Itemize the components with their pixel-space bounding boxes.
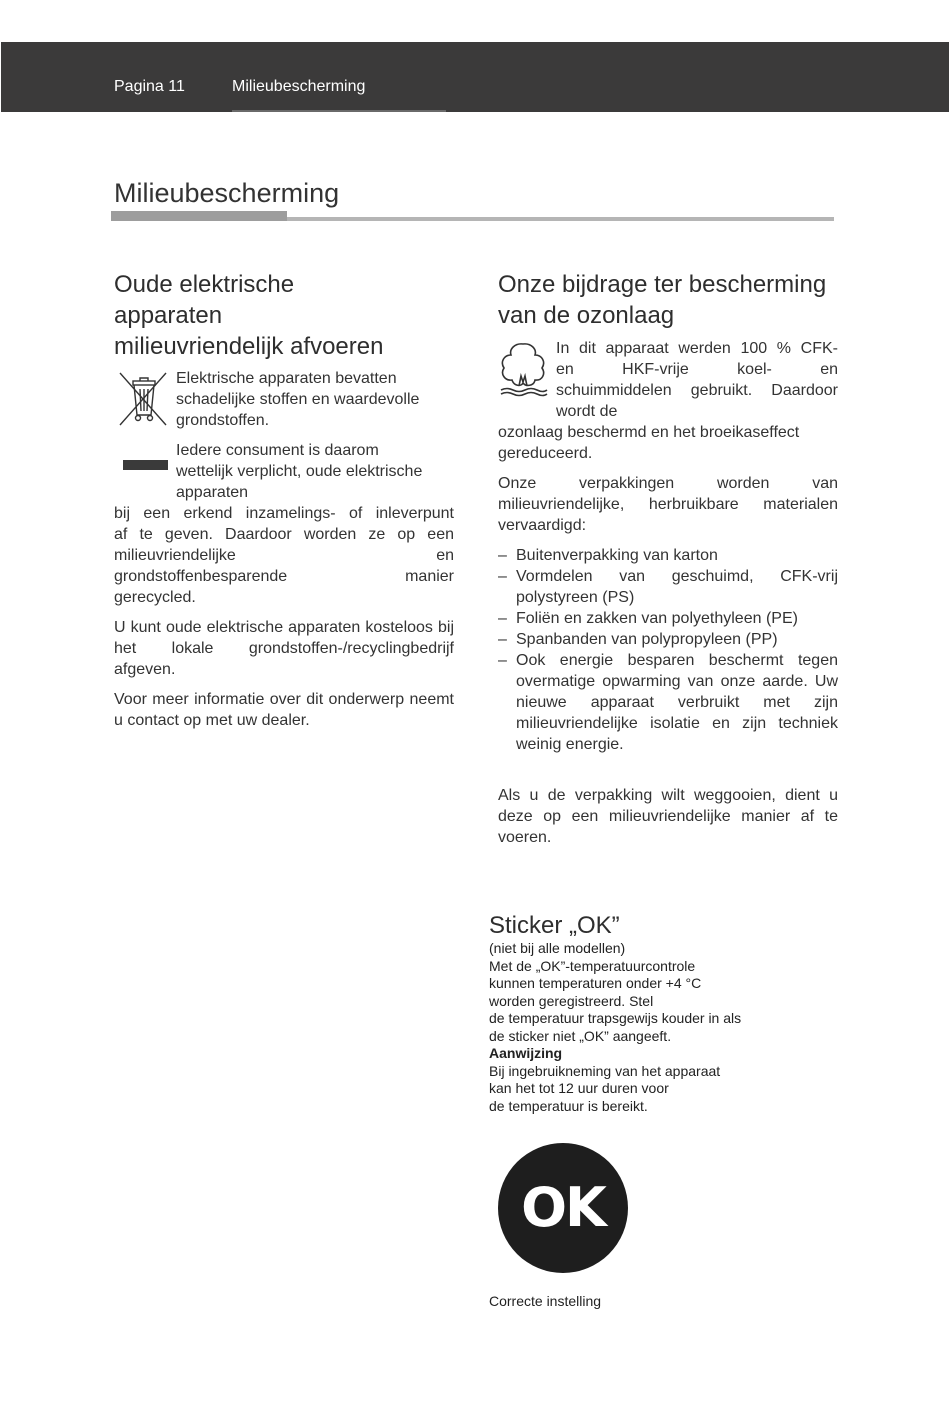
packaging-list (498, 545, 838, 755)
text-line: de sticker niet „OK” aangeeft. (489, 1027, 672, 1044)
header-section-label: Milieubescherming (232, 78, 366, 95)
text-line: wordt de (556, 403, 618, 420)
tree-icon (497, 340, 549, 398)
text-line: af te geven. Daardoor worden ze op een (114, 526, 454, 543)
left-heading-line: apparaten (114, 302, 223, 329)
text-line: wettelijk verplicht, oude elektrische (176, 463, 423, 480)
ok-caption: Correcte instelling (489, 1293, 602, 1309)
left-para2-indent (176, 440, 454, 503)
list-item: – Ook energie besparen beschermt tegen overmatige opwarming van onze aarde. Uw nieuwe apparaat verbruikt met zijn milieuvriendelijke isolatie en zijn techniek weinig energie. (498, 650, 838, 755)
left-para3: U kunt oude elektrische apparaten kosteloos bij het lokale grondstoffen-/recyclingbedrijf afgeven. (114, 619, 454, 678)
text-line: Iedere consument is daarom (176, 442, 379, 459)
text-line: grondstoffen. (176, 412, 270, 429)
list-item: – Foliën en zakken van polyethyleen (PE) (498, 608, 838, 629)
text-line: en HKF-vrije koel- en (556, 361, 838, 378)
text-line: Bij ingebruikneming van het apparaat (489, 1062, 721, 1079)
text-line: Met de „OK”-temperatuurcontrole (489, 957, 696, 974)
crossed-out-wheelie-bin-icon (118, 371, 168, 427)
text-line: bij een erkend inzamelings- of inleverpunt (114, 505, 454, 522)
left-column (114, 269, 454, 362)
list-item: – Spanbanden van polypropyleen (PP) (498, 629, 838, 650)
list-item: – Vormdelen van geschuimd, CFK-vrij polystyreen (PS) (498, 566, 838, 608)
right-intro-indent (556, 338, 838, 422)
left-para2-full (114, 503, 454, 608)
text-line: worden geregistreerd. Stel (489, 992, 654, 1009)
left-heading-line: milieuvriendelijk afvoeren (114, 333, 384, 360)
text-line: apparaten (176, 484, 249, 501)
text-line: grondstoffenbesparende manier (114, 568, 454, 585)
text-line: kunnen temperaturen onder +4 °C (489, 975, 702, 991)
text-line: (niet bij alle modellen) (489, 940, 626, 956)
text-line: schuimmiddelen gebruikt. Daardoor (556, 382, 838, 399)
ok-sticker-badge (498, 1143, 628, 1273)
header-underline (232, 110, 446, 112)
text-line: gerecycled. (114, 589, 196, 606)
left-heading-line: Oude elektrische (114, 271, 295, 298)
sticker-section (489, 910, 849, 941)
ok-badge-text: OK (521, 1176, 605, 1239)
text-line: de temperatuur trapsgewijs kouder in als (489, 1010, 742, 1026)
right-heading-line: van de ozonlaag (498, 302, 675, 329)
text-line: In dit apparaat werden 100 % CFK- (556, 340, 838, 357)
text-line: schadelijke stoffen en waardevolle (176, 391, 420, 408)
text-line: gereduceerd. (498, 445, 593, 462)
page-number-label: Pagina 11 (114, 78, 185, 95)
title-rule-accent (111, 211, 287, 221)
text-line: Elektrische apparaten bevatten (176, 370, 397, 387)
right-para3: Als u de verpakking wilt weggooien, dient u deze op een milieuvriendelijke manier af te voeren. (498, 787, 838, 846)
page-header-bar (1, 42, 949, 112)
sticker-heading: Sticker „OK” (489, 912, 620, 939)
black-bar-icon (123, 460, 168, 470)
text-line: de temperatuur is bereikt. (489, 1097, 648, 1114)
left-para1 (176, 368, 454, 431)
right-intro-full (498, 422, 838, 464)
note-label: Aanwijzing (489, 1045, 563, 1061)
right-heading (498, 269, 858, 331)
left-para4: Voor meer informatie over dit onderwerp neemt u contact op met uw dealer. (114, 691, 454, 729)
text-line: milieuvriendelijke en (114, 547, 454, 564)
text-line: kan het tot 12 uur duren voor (489, 1080, 669, 1096)
right-column (498, 269, 858, 331)
right-heading-line: Onze bijdrage ter bescherming (498, 271, 827, 298)
right-para2: Onze verpakkingen worden van milieuvriendelijke, herbruikbare materialen vervaardigd: (498, 475, 838, 534)
left-heading (114, 269, 454, 362)
list-item: – Buitenverpakking van karton (498, 545, 838, 566)
page-title: Milieubescherming (114, 178, 340, 208)
text-line: ozonlaag beschermd en het broeikaseffect (498, 424, 800, 441)
sticker-body (489, 940, 849, 1115)
